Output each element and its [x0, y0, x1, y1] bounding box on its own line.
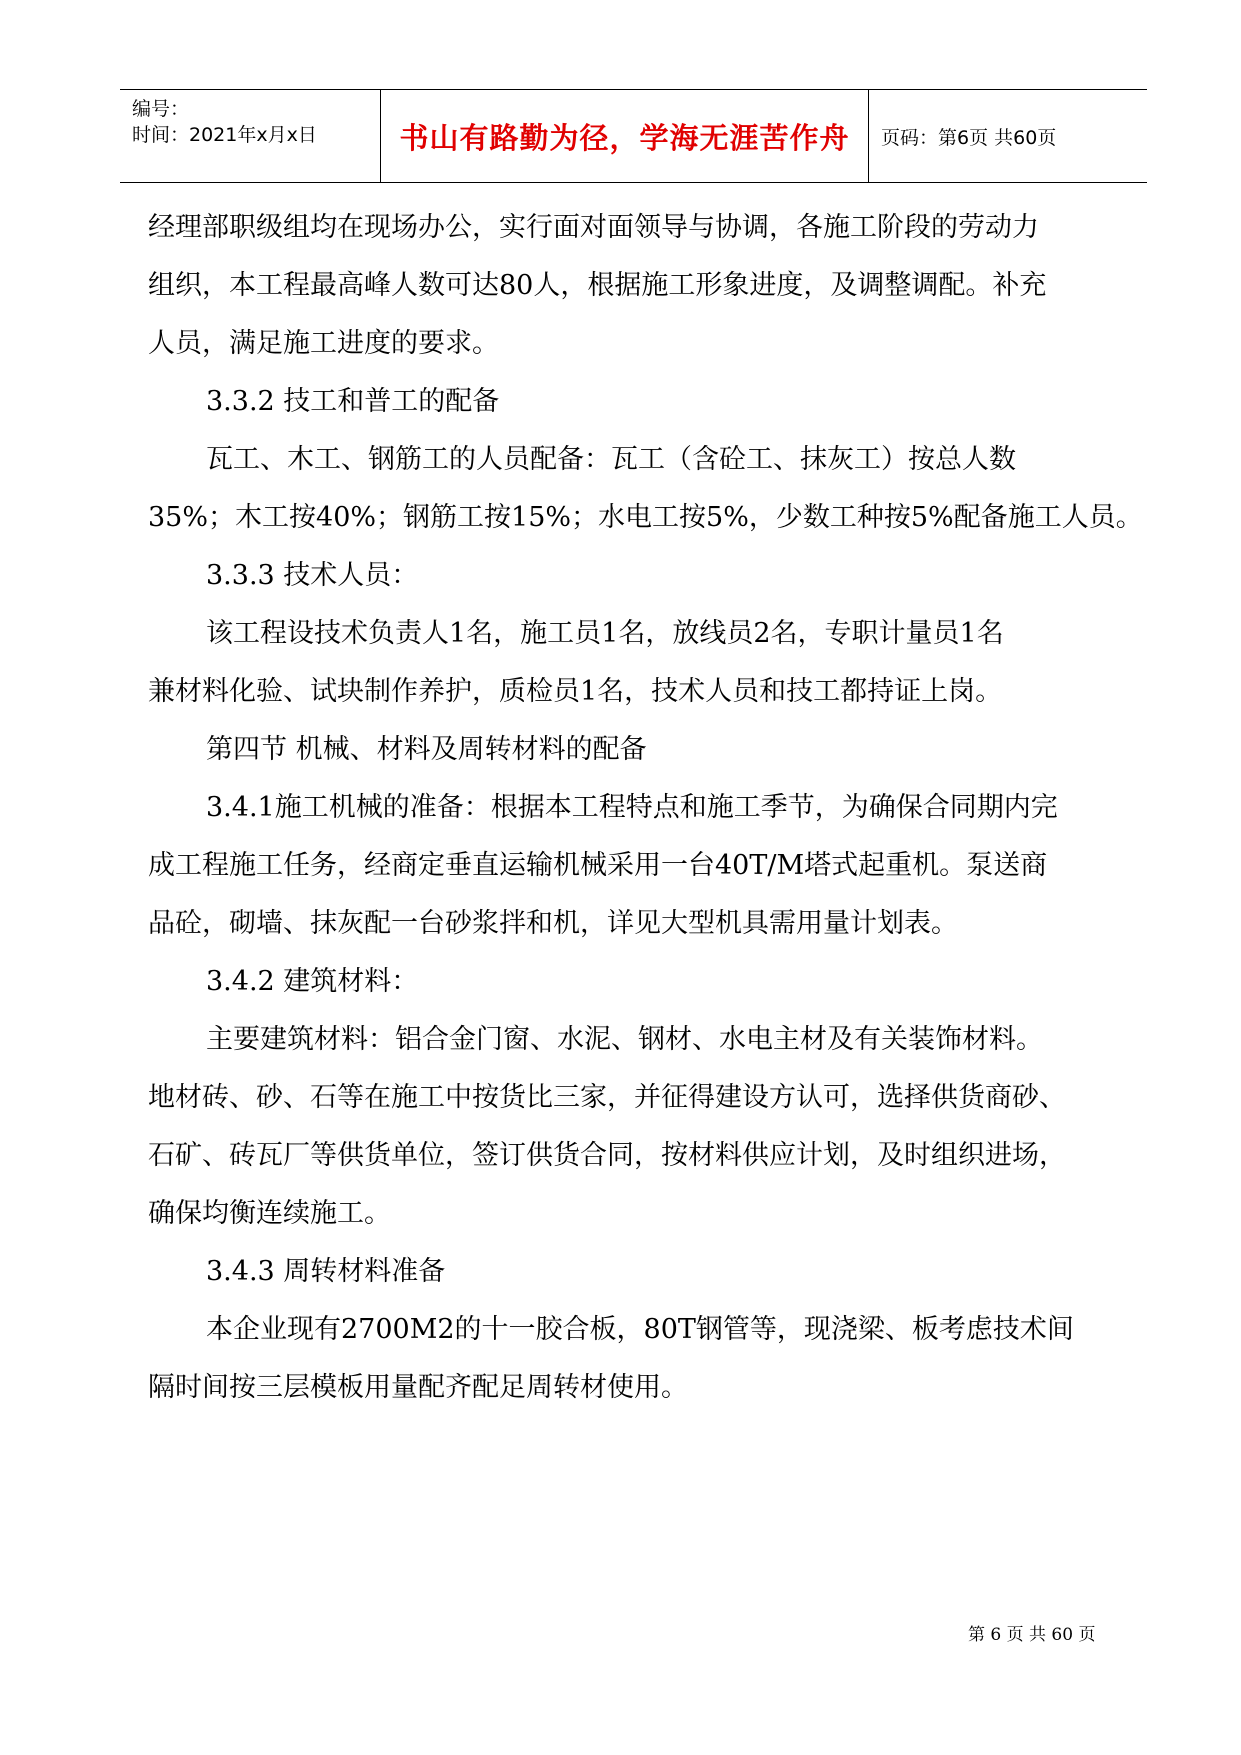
text-line: 成工程施工任务，经商定垂直运输机械采用一台40T/M塔式起重机。泵送商 [148, 850, 1048, 881]
text-line: 经理部职级组均在现场办公，实行面对面领导与协调，各施工阶段的劳动力 [148, 212, 1039, 243]
section-heading: 3.4.3 周转材料准备 [206, 1256, 446, 1287]
text-line: 确保均衡连续施工。 [148, 1198, 391, 1229]
text-line: 品砼，砌墙、抹灰配一台砂浆拌和机，详见大型机具需用量计划表。 [148, 908, 958, 939]
header-right-cell [869, 90, 1147, 182]
header-left-cell [120, 90, 380, 182]
text-line: 该工程设技术负责人1名，施工员1名，放线员2名，专职计量员1名 [206, 618, 1004, 649]
text-line: 本企业现有2700M2的十一胶合板，80T钢管等，现浇梁、板考虑技术间 [206, 1314, 1074, 1345]
text-line: 组织，本工程最高峰人数可达80人，根据施工形象进度，及调整调配。补充 [148, 270, 1047, 301]
text-line: 3.4.1施工机械的准备：根据本工程特点和施工季节，为确保合同期内完 [206, 792, 1058, 823]
section-heading: 3.3.2 技工和普工的配备 [206, 386, 500, 417]
text-line: 35%；木工按40%；钢筋工按15%；水电工按5%，少数工种按5%配备施工人员。 [148, 502, 1143, 533]
section-heading: 3.4.2 建筑材料： [206, 966, 419, 997]
date-label: 时间：2021年x月x日 [132, 124, 317, 146]
document-header [120, 89, 1147, 183]
text-line: 瓦工、木工、钢筋工的人员配备：瓦工（含砼工、抹灰工）按总人数 [206, 444, 1016, 475]
page-footer: 第 6 页 共 60 页 [968, 1625, 1096, 1645]
text-line: 地材砖、砂、石等在施工中按货比三家，并征得建设方认可，选择供货商砂、 [148, 1082, 1066, 1113]
text-line: 主要建筑材料：铝合金门窗、水泥、钢材、水电主材及有关装饰材料。 [206, 1024, 1043, 1055]
motto: 书山有路勤为径，学海无涯苦作舟 [380, 90, 869, 182]
section-heading: 3.3.3 技术人员： [206, 560, 419, 591]
serial-label: 编号： [132, 98, 190, 120]
text-line: 隔时间按三层模板用量配齐配足周转材使用。 [148, 1372, 688, 1403]
text-line: 石矿、砖瓦厂等供货单位，签订供货合同，按材料供应计划，及时组织进场， [148, 1140, 1066, 1171]
text-line: 人员，满足施工进度的要求。 [148, 328, 499, 359]
section-heading: 第四节 机械、材料及周转材料的配备 [206, 734, 647, 765]
text-line: 兼材料化验、试块制作养护，质检员1名，技术人员和技工都持证上岗。 [148, 676, 1003, 707]
page-info: 页码：第6页 共60页 [881, 126, 1057, 149]
